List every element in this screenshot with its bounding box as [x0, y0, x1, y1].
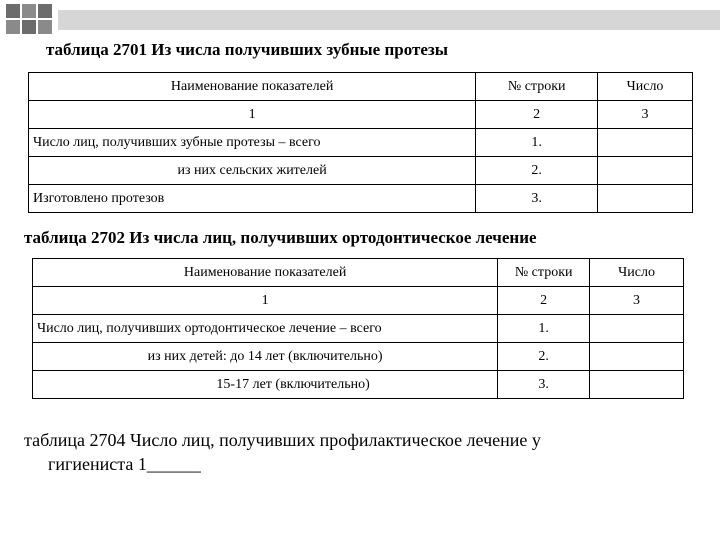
table-numbers-row [33, 287, 684, 315]
row-value[interactable] [598, 157, 693, 185]
table-2702-title: таблица 2702 Из числа лиц, получивших ортодонтическое лечение [24, 228, 537, 247]
table-2704-title [24, 428, 684, 476]
header-line: № строки [498, 259, 590, 287]
decor-square [22, 4, 36, 18]
decor-square [38, 4, 52, 18]
row-value[interactable] [598, 185, 693, 213]
row-line: 2. [476, 157, 598, 185]
row-value[interactable] [590, 371, 684, 399]
table-2704-title-line2: гигиениста 1______ [48, 454, 201, 474]
table-2702 [32, 258, 684, 399]
table-row [33, 371, 684, 399]
decor-square [38, 20, 52, 34]
row-name: из них сельских жителей [29, 157, 476, 185]
table-2704-title-line1: таблица 2704 Число лиц, получивших профилактическое лечение у [24, 430, 541, 450]
row-value[interactable] [590, 343, 684, 371]
header-value: Число [590, 259, 684, 287]
numbers-cell: 1 [29, 101, 476, 129]
row-name: Изготовлено протезов [29, 185, 476, 213]
table-numbers-row [29, 101, 693, 129]
header-line: № строки [476, 73, 598, 101]
table-row [33, 343, 684, 371]
row-name: из них детей: до 14 лет (включительно) [33, 343, 498, 371]
row-name: 15-17 лет (включительно) [33, 371, 498, 399]
table-row [29, 129, 693, 157]
row-line: 2. [498, 343, 590, 371]
header-value: Число [598, 73, 693, 101]
row-name: Число лиц, получивших зубные протезы – всего [29, 129, 476, 157]
table-row [33, 315, 684, 343]
table-2701 [28, 72, 693, 213]
numbers-cell: 2 [498, 287, 590, 315]
row-value[interactable] [598, 129, 693, 157]
decor-square [6, 4, 20, 18]
numbers-cell: 3 [598, 101, 693, 129]
numbers-cell: 2 [476, 101, 598, 129]
row-name: Число лиц, получивших ортодонтическое лечение – всего [33, 315, 498, 343]
numbers-cell: 1 [33, 287, 498, 315]
numbers-cell: 3 [590, 287, 684, 315]
header-bar [58, 10, 720, 30]
table-header-row [33, 259, 684, 287]
decor-square [22, 20, 36, 34]
row-line: 1. [476, 129, 598, 157]
row-line: 1. [498, 315, 590, 343]
row-line: 3. [476, 185, 598, 213]
table-row [29, 157, 693, 185]
header-name: Наименование показателей [33, 259, 498, 287]
decor-square [6, 20, 20, 34]
table-header-row [29, 73, 693, 101]
row-line: 3. [498, 371, 590, 399]
table-2701-title: таблица 2701 Из числа получивших зубные протезы [46, 40, 448, 59]
header-name: Наименование показателей [29, 73, 476, 101]
table-row [29, 185, 693, 213]
row-value[interactable] [590, 315, 684, 343]
